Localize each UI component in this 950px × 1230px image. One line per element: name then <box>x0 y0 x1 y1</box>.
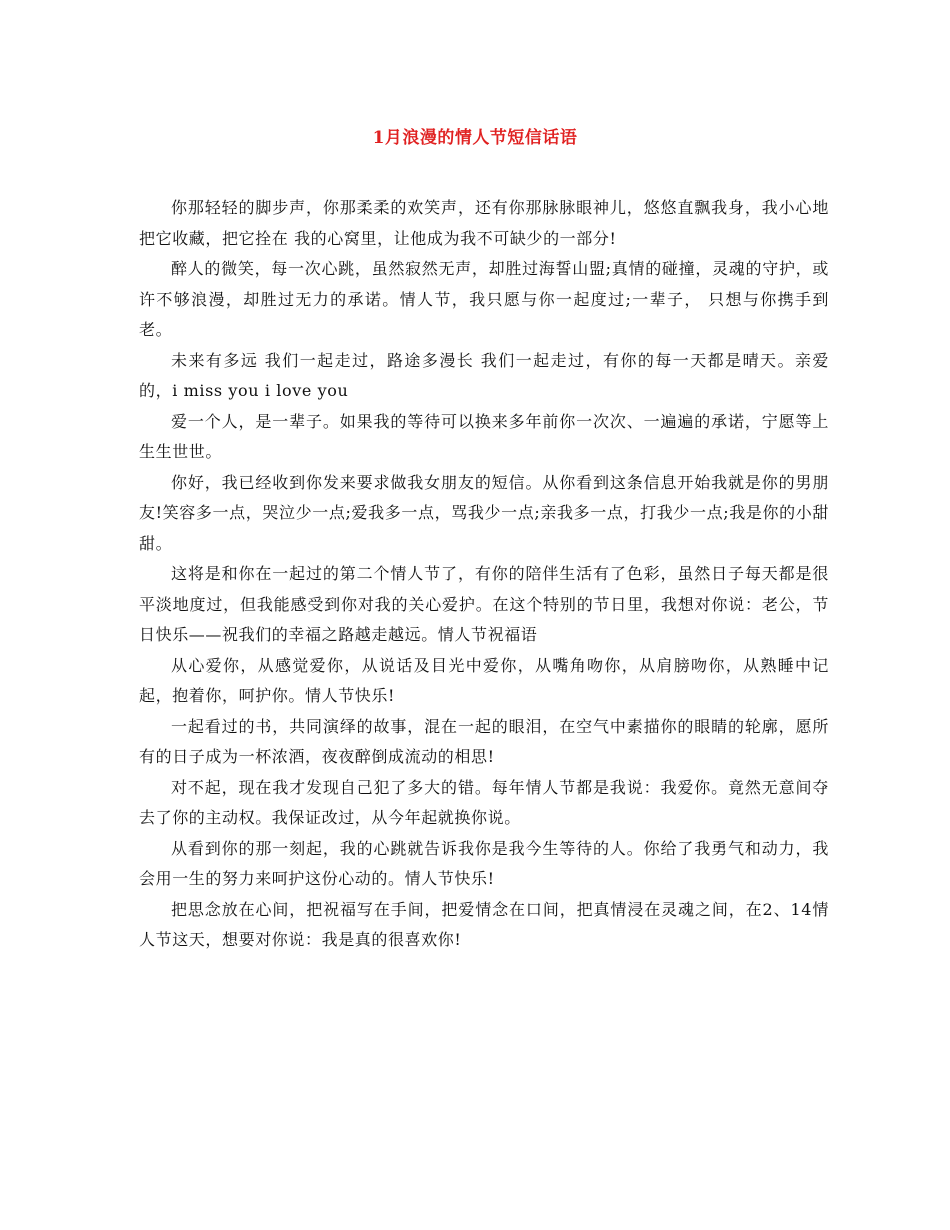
paragraph-11: 把思念放在心间，把祝福写在手间，把爱情念在口间，把真情浸在灵魂之间，在2、14情人节这天，想要对你说：我是真的很喜欢你! <box>139 899 829 949</box>
page-title: 1月浪漫的情人节短信话语 <box>372 128 578 148</box>
paragraph-7: 从心爱你，从感觉爱你，从说话及目光中爱你，从嘴角吻你，从肩膀吻你，从熟睡中记起，抱着你，呵护你。情人节快乐! <box>139 655 829 705</box>
paragraph-4: 爱一个人，是一辈子。如果我的等待可以换来多年前你一次次、一遍遍的承诺，宁愿等上生生世世。 <box>139 411 829 461</box>
paragraph-10: 从看到你的那一刻起，我的心跳就告诉我你是我今生等待的人。你给了我勇气和动力，我会用一生的努力来呵护这份心动的。情人节快乐! <box>139 838 829 888</box>
paragraph-6: 这将是和你在一起过的第二个情人节了，有你的陪伴生活有了色彩，虽然日子每天都是很平淡地度过，但我能感受到你对我的关心爱护。在这个特别的节日里，我想对你说：老公，节日快乐——祝我们的幸福之路越走越远。情人节祝福语 <box>139 564 829 644</box>
paragraph-1: 你那轻轻的脚步声，你那柔柔的欢笑声，还有你那脉脉眼神儿，悠悠直飘我身，我小心地把它收藏，把它拴在 我的心窝里，让他成为我不可缺少的一部分! <box>139 198 829 248</box>
paragraph-9: 对不起，现在我才发现自己犯了多大的错。每年情人节都是我说：我爱你。竟然无意间夺去了你的主动权。我保证改过，从今年起就换你说。 <box>139 777 829 827</box>
paragraph-8: 一起看过的书，共同演绎的故事，混在一起的眼泪，在空气中素描你的眼睛的轮廓，愿所有的日子成为一杯浓酒，夜夜醉倒成流动的相思! <box>139 716 829 766</box>
paragraph-2: 醉人的微笑，每一次心跳，虽然寂然无声，却胜过海誓山盟;真情的碰撞，灵魂的守护，或许不够浪漫，却胜过无力的承诺。情人节，我只愿与你一起度过;一辈子， 只想与你携手到老。 <box>139 259 829 339</box>
paragraph-3: 未来有多远 我们一起走过，路途多漫长 我们一起走过，有你的每一天都是晴天。亲爱的，i miss you i love you <box>139 350 829 400</box>
document-body <box>139 193 829 956</box>
paragraph-5: 你好，我已经收到你发来要求做我女朋友的短信。从你看到这条信息开始我就是你的男朋友!笑容多一点，哭泣少一点;爱我多一点，骂我少一点;亲我多一点，打我少一点;我是你的小甜甜。 <box>139 472 829 553</box>
